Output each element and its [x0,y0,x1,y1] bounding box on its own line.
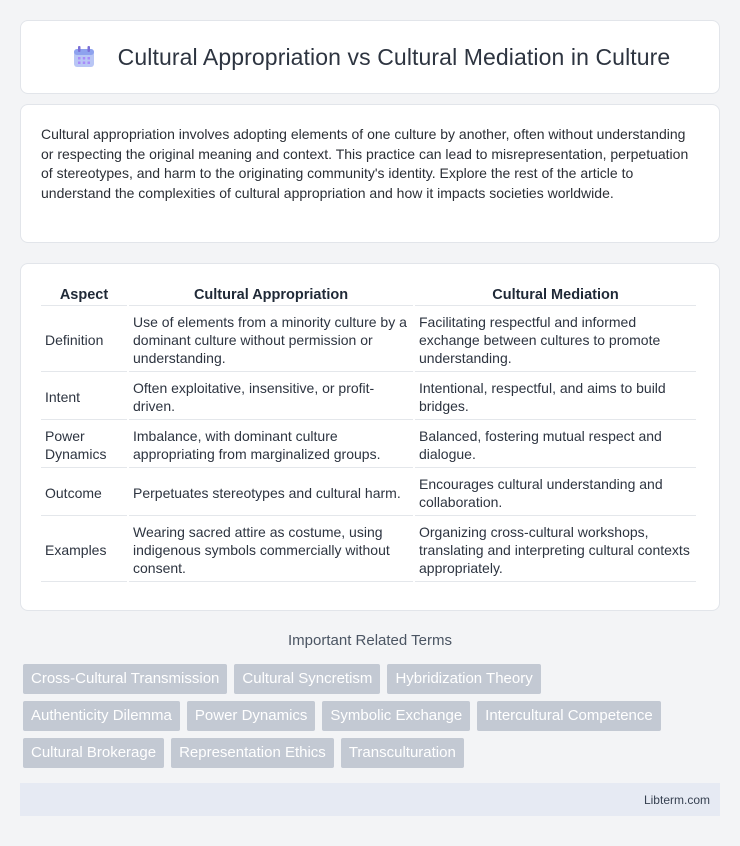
aspect-cell: Definition [41,308,127,372]
header-card [20,20,720,94]
related-term-tag[interactable]: Symbolic Exchange [322,701,470,731]
column-header: Aspect [41,284,127,306]
aspect-cell: Outcome [41,470,127,516]
related-term-tag[interactable]: Cross-Cultural Transmission [23,664,227,694]
related-term-tag[interactable]: Representation Ethics [171,738,334,768]
related-term-tag[interactable]: Cultural Brokerage [23,738,164,768]
comparison-table [39,282,698,584]
comparison-card [20,263,720,611]
table-row [41,422,696,468]
calendar-icon [70,43,98,71]
related-term-tag[interactable]: Intercultural Competence [477,701,661,731]
page-title: Cultural Appropriation vs Cultural Mediation in Culture [117,43,671,70]
aspect-cell: Examples [41,518,127,582]
intro-text: Cultural appropriation involves adopting elements of one culture by another, often without understanding or respecting the original meaning and context. This practice can lead to misrepresentation, perpetuation of stereotypes, and harm to the originating community's identity. Explore the rest of the article to understand the complexities of cultural appropriation and how it impacts societies worldwide. [41,126,689,201]
footer [20,783,720,816]
aspect-cell: Power Dynamics [41,422,127,468]
mediation-cell: Encourages cultural understanding and collaboration. [415,470,696,516]
table-row [41,518,696,582]
intro-card [20,104,720,243]
related-term-tag[interactable]: Authenticity Dilemma [23,701,180,731]
related-term-tag[interactable]: Transculturation [341,738,464,768]
table-row [41,470,696,516]
related-terms-title: Important Related Terms [288,632,452,649]
table-row [41,374,696,420]
mediation-cell: Organizing cross-cultural workshops, translating and interpreting cultural contexts appropriately. [415,518,696,582]
tag-row [23,664,713,694]
appropriation-cell: Often exploitative, insensitive, or profit-driven. [129,374,413,420]
footer-site-link[interactable]: Libterm.com [643,792,710,807]
appropriation-cell: Use of elements from a minority culture by a dominant culture without permission or understanding. [129,308,413,372]
mediation-cell: Facilitating respectful and informed exchange between cultures to promote understanding. [415,308,696,372]
mediation-cell: Intentional, respectful, and aims to build bridges. [415,374,696,420]
column-header: Cultural Mediation [415,284,696,306]
column-header: Cultural Appropriation [129,284,413,306]
related-term-tag[interactable]: Power Dynamics [187,701,316,731]
appropriation-cell: Imbalance, with dominant culture appropriating from marginalized groups. [129,422,413,468]
table-header-row [41,284,696,306]
table-row [41,308,696,372]
tag-row [23,738,713,768]
mediation-cell: Balanced, fostering mutual respect and dialogue. [415,422,696,468]
appropriation-cell: Wearing sacred attire as costume, using indigenous symbols commercially without consent. [129,518,413,582]
related-term-tag[interactable]: Cultural Syncretism [234,664,380,694]
related-term-tag[interactable]: Hybridization Theory [387,664,540,694]
tag-row [23,701,713,731]
aspect-cell: Intent [41,374,127,420]
related-terms [23,664,713,775]
appropriation-cell: Perpetuates stereotypes and cultural harm. [129,470,413,516]
